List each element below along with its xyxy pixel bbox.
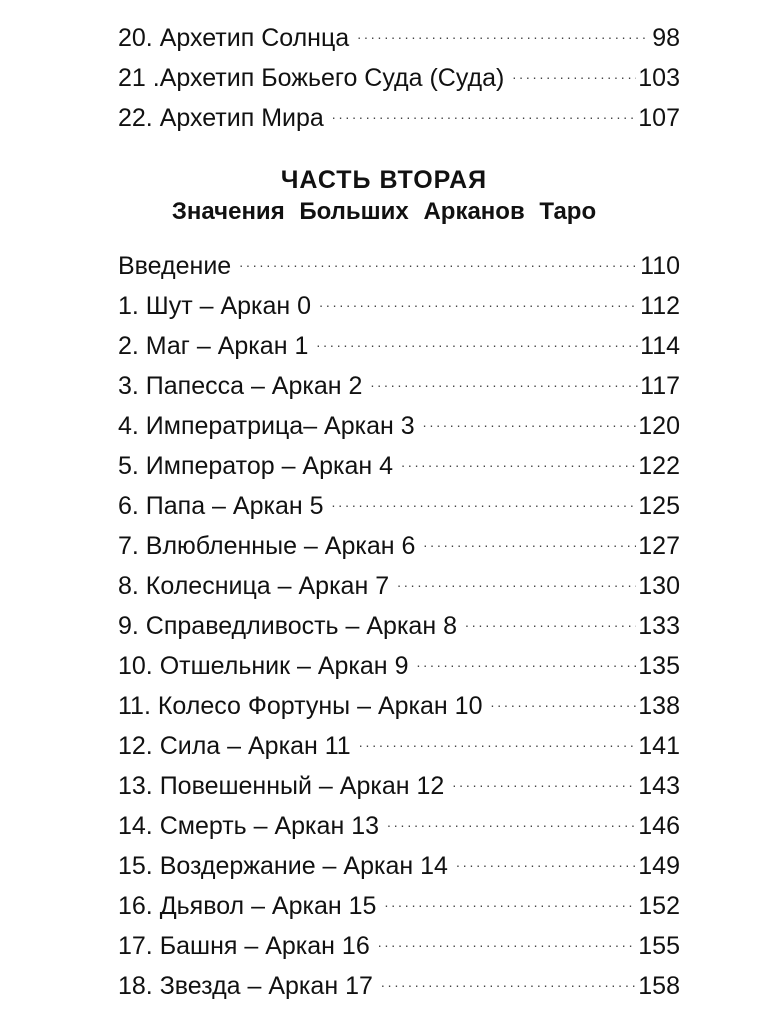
toc-entry	[118, 886, 680, 926]
toc-entry	[118, 246, 680, 286]
toc-entry	[118, 646, 680, 686]
toc-entry-page: 127	[638, 532, 680, 560]
toc-entry-page: 98	[652, 24, 680, 52]
toc-entry	[118, 366, 680, 406]
toc-entry-title: 16. Дьявол – Аркан 15	[118, 892, 377, 920]
toc-entry-page: 107	[638, 104, 680, 132]
toc-entry-title: 6. Папа – Аркан 5	[118, 492, 324, 520]
toc-entry-title: 15. Воздержание – Аркан 14	[118, 852, 448, 880]
toc-entry	[118, 406, 680, 446]
toc-entry	[118, 526, 680, 566]
toc-entry	[118, 926, 680, 966]
dot-leader	[465, 602, 636, 642]
toc-entry-page: 112	[640, 292, 680, 320]
dot-leader	[387, 802, 636, 842]
dot-leader	[490, 682, 636, 722]
toc-entry	[118, 326, 680, 366]
dot-leader	[359, 722, 637, 762]
toc-entry-title: 9. Справедливость – Аркан 8	[118, 612, 457, 640]
dot-leader	[416, 642, 636, 682]
toc-entry-page: 133	[638, 612, 680, 640]
dot-leader	[332, 482, 637, 522]
toc-entry-page: 146	[638, 812, 680, 840]
dot-leader	[332, 94, 636, 134]
toc-entry-page: 149	[638, 852, 680, 880]
toc-entry-page: 158	[638, 972, 680, 1000]
toc-entry-title: 20. Архетип Солнца	[118, 24, 350, 52]
toc-entry	[118, 766, 680, 806]
toc-entry-title: 8. Колесница – Аркан 7	[118, 572, 390, 600]
toc-entry-page: 141	[638, 732, 680, 760]
toc-list-part-one-end	[118, 18, 680, 138]
dot-leader	[456, 842, 636, 882]
toc-entry	[118, 58, 680, 98]
dot-leader	[319, 282, 638, 322]
toc-entry	[118, 846, 680, 886]
toc-entry-title: 21 .Архетип Божьего Суда (Суда)	[118, 64, 505, 92]
toc-entry-page: 103	[638, 64, 680, 92]
toc-entry-page: 135	[638, 652, 680, 680]
toc-entry-title: 1. Шут – Аркан 0	[118, 292, 312, 320]
dot-leader	[381, 962, 636, 1002]
toc-entry-title: 22. Архетип Мира	[118, 104, 324, 132]
dot-leader	[316, 322, 638, 362]
toc-entry	[118, 806, 680, 846]
toc-entry	[118, 606, 680, 646]
toc-entry-title: 17. Башня – Аркан 16	[118, 932, 370, 960]
dot-leader	[423, 522, 636, 562]
toc-list-part-two	[118, 246, 680, 1006]
toc-entry	[118, 486, 680, 526]
toc-entry-page: 125	[638, 492, 680, 520]
toc-entry-title: 5. Император – Аркан 4	[118, 452, 394, 480]
dot-leader	[370, 362, 638, 402]
toc-entry-page: 114	[640, 332, 680, 360]
toc-entry-page: 117	[640, 372, 680, 400]
toc-entry	[118, 286, 680, 326]
toc-entry-page: 138	[638, 692, 680, 720]
toc-entry-title: 3. Папесса – Аркан 2	[118, 372, 363, 400]
toc-entry-title: 12. Сила – Аркан 11	[118, 732, 351, 760]
dot-leader	[452, 762, 636, 802]
toc-entry	[118, 566, 680, 606]
toc-entry-title: 11. Колесо Фортуны – Аркан 10	[118, 692, 483, 720]
dot-leader	[384, 882, 636, 922]
toc-entry-title: 18. Звезда – Аркан 17	[118, 972, 373, 1000]
toc-entry-page: 130	[638, 572, 680, 600]
part-two-title: ЧАСТЬ ВТОРАЯ	[280, 166, 488, 194]
toc-entry-title: 13. Повешенный – Аркан 12	[118, 772, 445, 800]
toc-entry-page: 110	[640, 252, 680, 280]
dot-leader	[423, 402, 637, 442]
dot-leader	[397, 562, 636, 602]
toc-entry	[118, 966, 680, 1006]
toc-entry-title: 7. Влюбленные – Аркан 6	[118, 532, 416, 560]
dot-leader	[357, 14, 650, 54]
part-two-subtitle: Значения Больших Арканов Таро	[171, 198, 597, 225]
toc-entry-title: 2. Маг – Аркан 1	[118, 332, 309, 360]
toc-entry-title: Введение	[118, 252, 232, 280]
dot-leader	[401, 442, 636, 482]
dot-leader	[239, 242, 638, 282]
toc-entry	[118, 686, 680, 726]
toc-entry-page: 152	[638, 892, 680, 920]
dot-leader	[512, 54, 636, 94]
toc-entry	[118, 98, 680, 138]
toc-entry	[118, 726, 680, 766]
toc-entry-title: 10. Отшельник – Аркан 9	[118, 652, 409, 680]
toc-entry	[118, 18, 680, 58]
toc-entry	[118, 446, 680, 486]
toc-entry-title: 14. Смерть – Аркан 13	[118, 812, 379, 840]
dot-leader	[378, 922, 637, 962]
toc-entry-page: 143	[638, 772, 680, 800]
toc-entry-page: 120	[638, 412, 680, 440]
toc-entry-page: 122	[638, 452, 680, 480]
toc-entry-page: 155	[638, 932, 680, 960]
toc-entry-title: 4. Императрица– Аркан 3	[118, 412, 415, 440]
